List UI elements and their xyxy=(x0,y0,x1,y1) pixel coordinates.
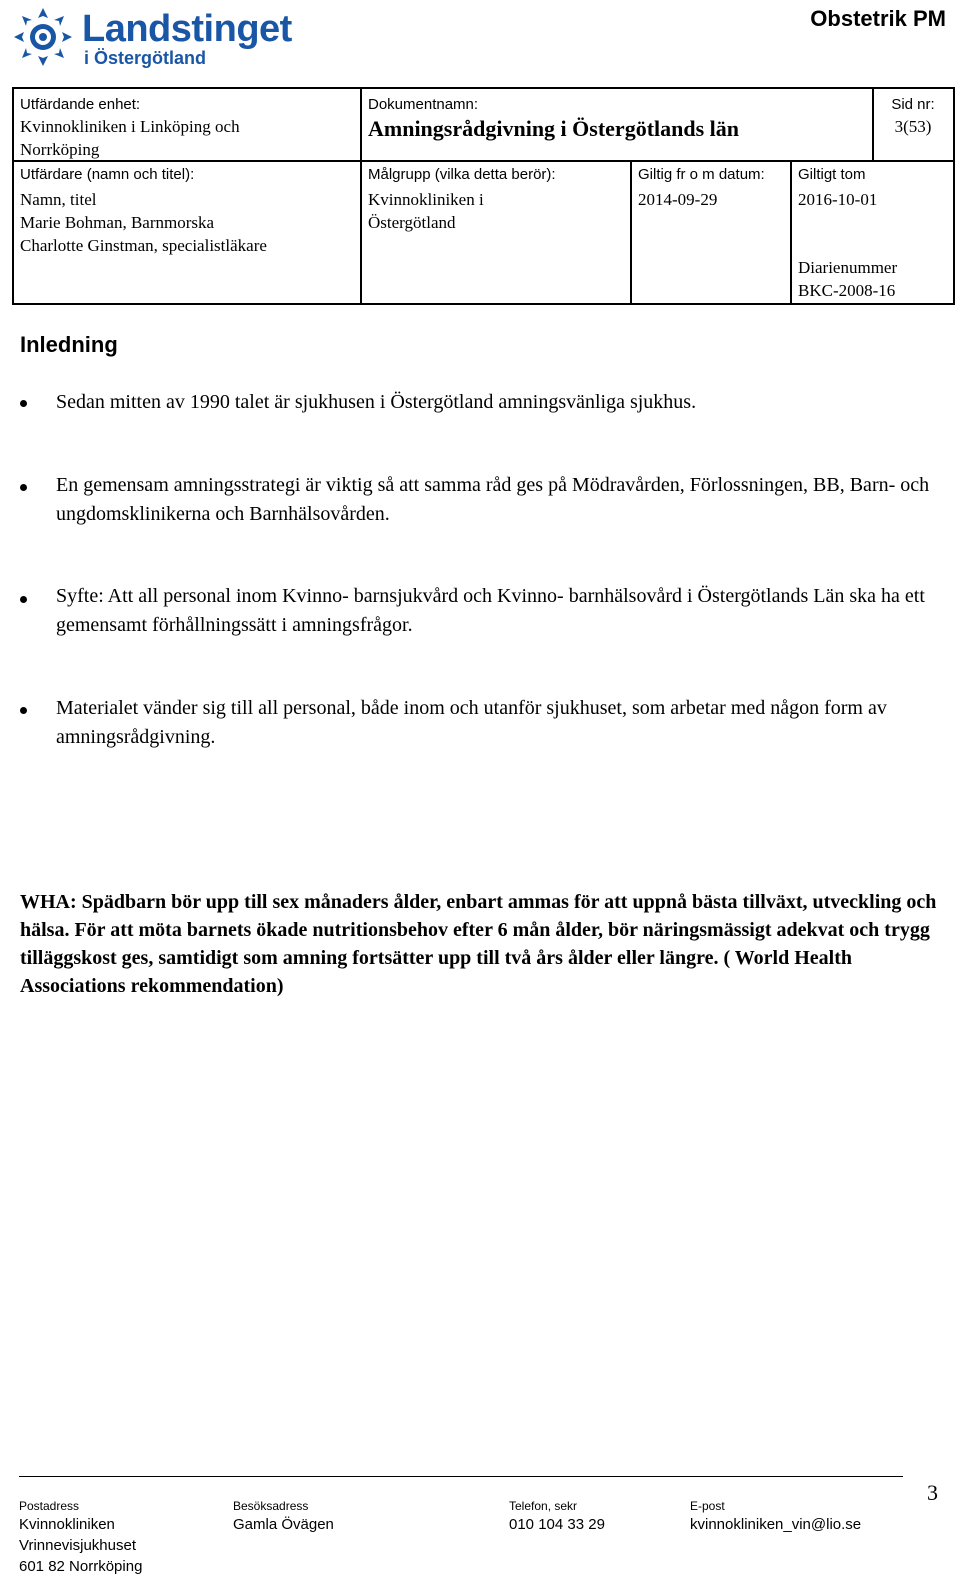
valid-from-label: Giltig fr o m datum: xyxy=(638,166,765,183)
issuing-unit-label: Utfärdande enhet: xyxy=(20,96,141,113)
target-group-cell xyxy=(368,165,626,234)
page-number-value: 3(53) xyxy=(894,117,932,136)
document-info-table xyxy=(12,87,955,305)
issuer-line: Charlotte Ginstman, specialistläkare xyxy=(20,236,267,255)
logo-subtitle: i Östergötland xyxy=(84,48,207,68)
footer-divider xyxy=(19,1476,903,1477)
valid-from-date: 2014-09-29 xyxy=(638,190,718,209)
issuing-unit-cell xyxy=(20,95,356,161)
visit-address: Gamla Övägen xyxy=(233,1516,334,1533)
valid-from-cell xyxy=(638,165,788,211)
issuer-line: Namn, titel xyxy=(20,190,97,209)
target-group-label: Målgrupp (vilka detta berör): xyxy=(368,166,556,183)
bullet-icon xyxy=(20,400,27,407)
document-name: Amningsrådgivning i Östergötlands län xyxy=(368,116,740,141)
valid-to-date: 2016-10-01 xyxy=(798,190,878,209)
wha-recommendation: WHA: Spädbarn bör upp till sex månaders ålder, enbart ammas för att uppnå bästa tillväxt, utveckling och hälsa. För att möta barnets ökade nutritionsbehov efter 6 mån ålder, bör näringsmässigt adekvat och trygg tilläggskost ges, samtidigt som amning fortsätter upp till två års ålder eller längre. ( World Health Associations rekommendation) xyxy=(20,891,937,997)
document-name-label: Dokumentnamn: xyxy=(368,96,479,113)
phone-number: 010 104 33 29 xyxy=(509,1516,605,1533)
list-item-text: Syfte: Att all personal inom Kvinno- barnsjukvård och Kvinno- barnhälsovård i Östergötlands Län ska ha ett gemensamt förhållningssätt i amningsfrågor. xyxy=(56,585,925,636)
issuer-cell xyxy=(20,165,356,257)
page-number-cell xyxy=(876,95,950,138)
section-heading: Inledning xyxy=(20,332,118,357)
footer-email xyxy=(690,1498,861,1535)
document-type: Obstetrik PM xyxy=(810,6,946,31)
document-name-cell xyxy=(368,95,868,143)
diary-number-label: Diarienummer xyxy=(798,258,898,277)
valid-to-cell xyxy=(798,165,948,211)
issuing-unit-value: Kvinnokliniken i Linköping och xyxy=(20,117,240,136)
target-group-value: Kvinnokliniken i xyxy=(368,190,484,209)
page-number: 3 xyxy=(927,1480,938,1505)
email-label: E-post xyxy=(690,1499,725,1513)
footer-visit xyxy=(233,1498,334,1535)
issuer-line: Marie Bohman, Barnmorska xyxy=(20,213,215,232)
email-address: kvinnokliniken_vin@lio.se xyxy=(690,1516,862,1533)
issuing-unit-value-2: Norrköping xyxy=(20,140,100,159)
logo xyxy=(12,4,302,72)
page-number-label: Sid nr: xyxy=(891,96,935,113)
diary-number-value: BKC-2008-16 xyxy=(798,281,896,300)
postal-line: Vrinnevisjukhuset xyxy=(19,1537,137,1554)
diary-number-cell xyxy=(798,256,948,302)
list-item-text: Materialet vänder sig till all personal, både inom och utanför sjukhuset, som arbetar med någon form av amningsrådgivning. xyxy=(56,697,887,748)
footer-postal xyxy=(19,1498,142,1577)
logo-title: Landstinget xyxy=(82,8,292,50)
postal-label: Postadress xyxy=(19,1499,80,1513)
issuer-label: Utfärdare (namn och titel): xyxy=(20,166,195,183)
valid-to-label: Giltigt tom xyxy=(798,166,866,183)
target-group-value-2: Östergötland xyxy=(368,213,456,232)
list-item-text: En gemensam amningsstrategi är viktig så att samma råd ges på Mödravården, Förlossningen, BB, Barn- och ungdomsklinikerna och Barnhälsovården. xyxy=(56,474,930,525)
postal-line: 601 82 Norrköping xyxy=(19,1558,143,1575)
visit-label: Besöksadress xyxy=(233,1499,309,1513)
phone-label: Telefon, sekr xyxy=(509,1499,578,1513)
bullet-icon xyxy=(20,484,27,491)
list-item-text: Sedan mitten av 1990 talet är sjukhusen i Östergötland amningsvänliga sjukhus. xyxy=(56,391,697,413)
footer-phone xyxy=(509,1498,605,1535)
logo-emblem-icon xyxy=(12,6,74,68)
bullet-icon xyxy=(20,596,27,603)
postal-line: Kvinnokliniken xyxy=(19,1516,115,1533)
bullet-icon xyxy=(20,707,27,714)
